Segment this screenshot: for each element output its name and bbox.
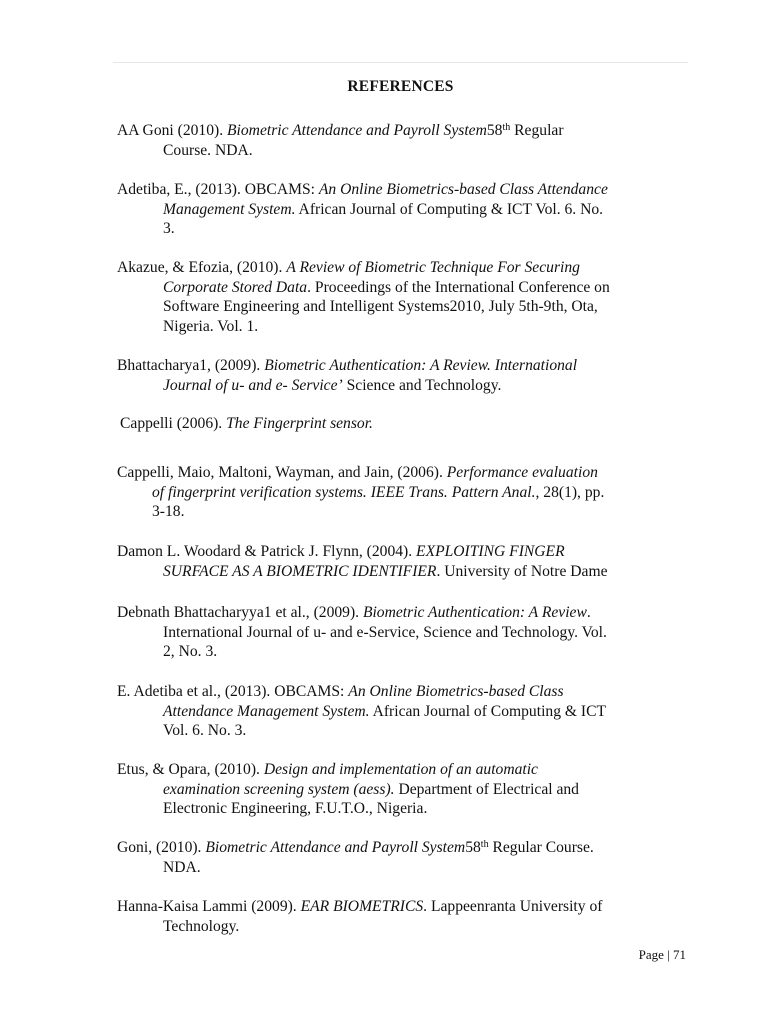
reference-entry: Bhattacharya1, (2009). Biometric Authentication: A Review. International Journal of u- and e- Service’ Science and Technology. bbox=[117, 357, 578, 394]
reference-entry: Hanna-Kaisa Lammi (2009). EAR BIOMETRICS. Lappeenranta University of Technology. bbox=[117, 898, 603, 935]
reference-entry: Cappelli (2006). The Fingerprint sensor. bbox=[120, 415, 373, 432]
reference-entry: Adetiba, E., (2013). OBCAMS: An Online Biometrics-based Class Attendance Management System. African Journal of Computing & ICT Vol. 6. No. 3. bbox=[117, 181, 608, 238]
page-heading: REFERENCES bbox=[347, 78, 454, 95]
reference-entry: E. Adetiba et al., (2013). OBCAMS: An Online Biometrics-based Class Attendance Management System. African Journal of Computing & ICT Vol. 6. No. 3. bbox=[117, 683, 607, 740]
reference-entry: Debnath Bhattacharyya1 et al., (2009). Biometric Authentication: A Review. International Journal of u- and e-Service, Science and Technology. Vol. 2, No. 3. bbox=[117, 604, 607, 661]
reference-entry: Akazue, & Efozia, (2010). A Review of Biometric Technique For Securing Corporate Stored Data. Proceedings of the International Conference on Software Engineering and Intelligent Systems2010, July 5th-9th, Ota, Nigeria. Vol. 1. bbox=[117, 259, 610, 335]
top-rule bbox=[113, 62, 688, 63]
reference-entry: AA Goni (2010). Biometric Attendance and Payroll System58th Regular Course. NDA. bbox=[117, 122, 564, 159]
page-number: Page | 71 bbox=[638, 947, 686, 962]
reference-entry: Cappelli, Maio, Maltoni, Wayman, and Jain, (2006). Performance evaluation of fingerprint verification systems. IEEE Trans. Pattern Anal., 28(1), pp. 3-18. bbox=[117, 464, 605, 521]
reference-entry: Goni, (2010). Biometric Attendance and Payroll System58th Regular Course. NDA. bbox=[117, 839, 594, 876]
reference-entry: Damon L. Woodard & Patrick J. Flynn, (2004). EXPLOITING FINGER SURFACE AS A BIOMETRIC IDENTIFIER. University of Notre Dame bbox=[117, 543, 608, 580]
reference-entry: Etus, & Opara, (2010). Design and implementation of an automatic examination screening system (aess). Department of Electrical and Electronic Engineering, F.U.T.O., Nigeria. bbox=[117, 761, 579, 818]
